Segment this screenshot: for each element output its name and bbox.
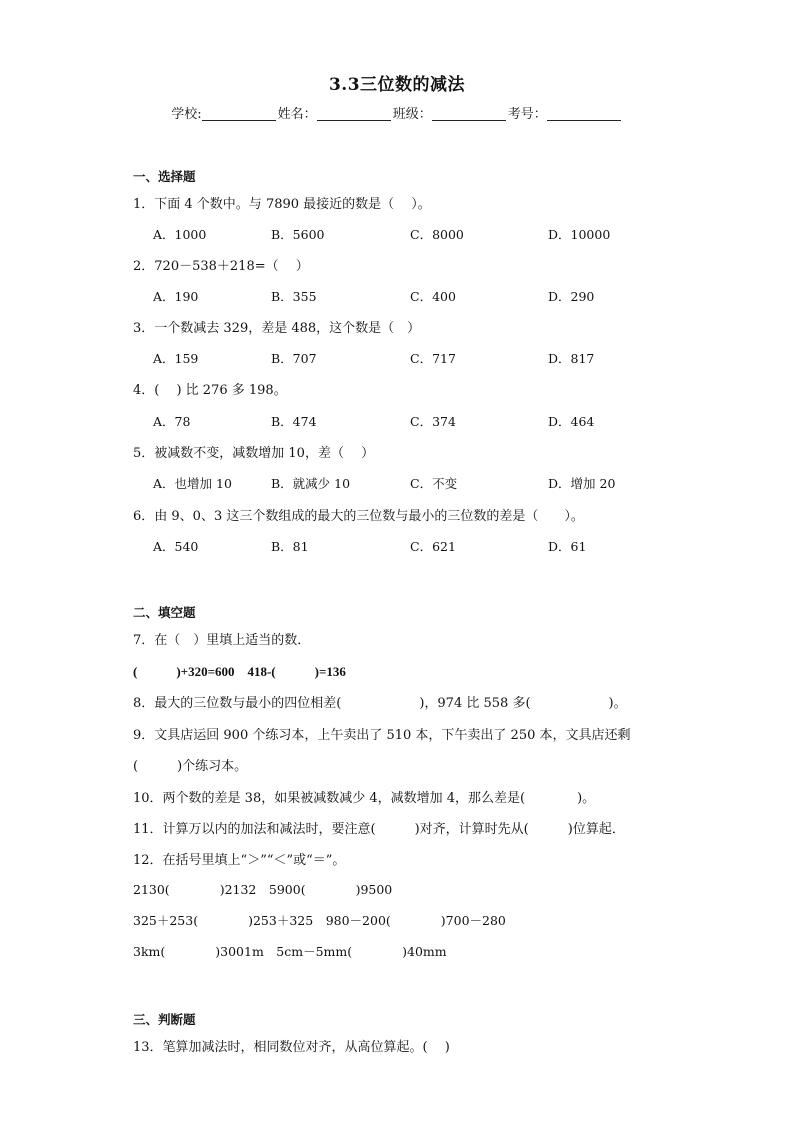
q4-option-d[interactable]: D．464: [548, 414, 595, 429]
question-12-row-1[interactable]: 2130( )2132 5900( )9500: [133, 882, 393, 897]
q6-option-a[interactable]: A．540: [153, 539, 199, 554]
q1-option-c[interactable]: C．8000: [410, 227, 464, 242]
page-title: 3.3三位数的减法: [328, 75, 466, 95]
question-1: 1．下面 4 个数中。与 7890 最接近的数是（ ）。: [133, 197, 431, 212]
q2-option-d[interactable]: D．290: [548, 289, 595, 304]
q2-option-b[interactable]: B．355: [271, 289, 317, 304]
q4-option-a[interactable]: A．78: [153, 414, 191, 429]
number-blank[interactable]: [547, 106, 621, 121]
section-judge-title: 三、判断题: [133, 1012, 196, 1027]
question-3: 3．一个数减去 329，差是 488，这个数是（ ）: [133, 321, 421, 336]
question-7: 7．在（ ）里填上适当的数．: [133, 633, 311, 648]
q4-option-b[interactable]: B．474: [271, 414, 317, 429]
question-5: 5．被减数不变，减数增加 10，差（ ）: [133, 446, 375, 461]
q3-option-c[interactable]: C．717: [410, 351, 456, 366]
name-label: 姓名：: [277, 107, 317, 122]
q1-option-d[interactable]: D．10000: [548, 227, 611, 242]
section-choice-title: 一、选择题: [133, 169, 196, 184]
question-13: 13．笔算加减法时，相同数位对齐，从高位算起。( ): [133, 1040, 450, 1055]
q5-option-b[interactable]: B．就减少 10: [271, 476, 351, 491]
question-12-row-3[interactable]: 3km( )3001m 5cm－5mm( )40mm: [133, 944, 447, 959]
q6-option-d[interactable]: D．61: [548, 539, 587, 554]
q3-option-d[interactable]: D．817: [548, 351, 595, 366]
class-label: 班级：: [392, 107, 432, 122]
q5-option-d[interactable]: D．增加 20: [548, 476, 616, 491]
question-9-line2[interactable]: ( )个练习本。: [133, 759, 248, 774]
question-12-row-2[interactable]: 325＋253( )253＋325 980－200( )700－280: [133, 913, 506, 928]
question-8: 8．最大的三位数与最小的四位相差( )，974 比 558 多( )。: [133, 696, 627, 711]
question-10: 10．两个数的差是 38，如果被减数减少 4，减数增加 4，那么差是( )。: [133, 791, 596, 806]
q5-option-c[interactable]: C．不变: [410, 476, 458, 491]
question-7-blanks[interactable]: ( )+320=600 418-( )=136: [133, 664, 346, 679]
question-4: 4．( ) 比 276 多 198。: [133, 383, 287, 398]
name-blank[interactable]: [317, 106, 391, 121]
q3-option-a[interactable]: A．159: [153, 351, 199, 366]
q6-option-b[interactable]: B．81: [271, 539, 309, 554]
question-9-line1: 9．文具店运回 900 个练习本，上午卖出了 510 本，下午卖出了 250 本，文具店还剩: [133, 728, 631, 743]
class-blank[interactable]: [432, 106, 506, 121]
q3-option-b[interactable]: B．707: [271, 351, 317, 366]
q1-option-b[interactable]: B．5600: [271, 227, 325, 242]
question-12: 12．在括号里填上“＞”“＜”或“＝”。: [133, 853, 346, 868]
question-11: 11．计算万以内的加法和减法时，要注意( )对齐，计算时先从( )位算起．: [133, 822, 625, 837]
section-fill-title: 二、填空题: [133, 605, 196, 620]
q2-option-c[interactable]: C．400: [410, 289, 456, 304]
q4-option-c[interactable]: C．374: [410, 414, 456, 429]
number-label: 考号：: [507, 107, 547, 122]
school-label: 学校:: [171, 107, 202, 122]
student-info-line: [0, 103, 794, 122]
q1-option-a[interactable]: A．1000: [153, 227, 207, 242]
q6-option-c[interactable]: C．621: [410, 539, 456, 554]
question-2: 2．720－538＋218=（ ）: [133, 259, 309, 274]
school-blank[interactable]: [202, 106, 276, 121]
q2-option-a[interactable]: A．190: [153, 289, 199, 304]
q5-option-a[interactable]: A．也增加 10: [153, 476, 232, 491]
question-6: 6．由 9、0、3 这三个数组成的最大的三位数与最小的三位数的差是（ ）。: [133, 509, 584, 524]
